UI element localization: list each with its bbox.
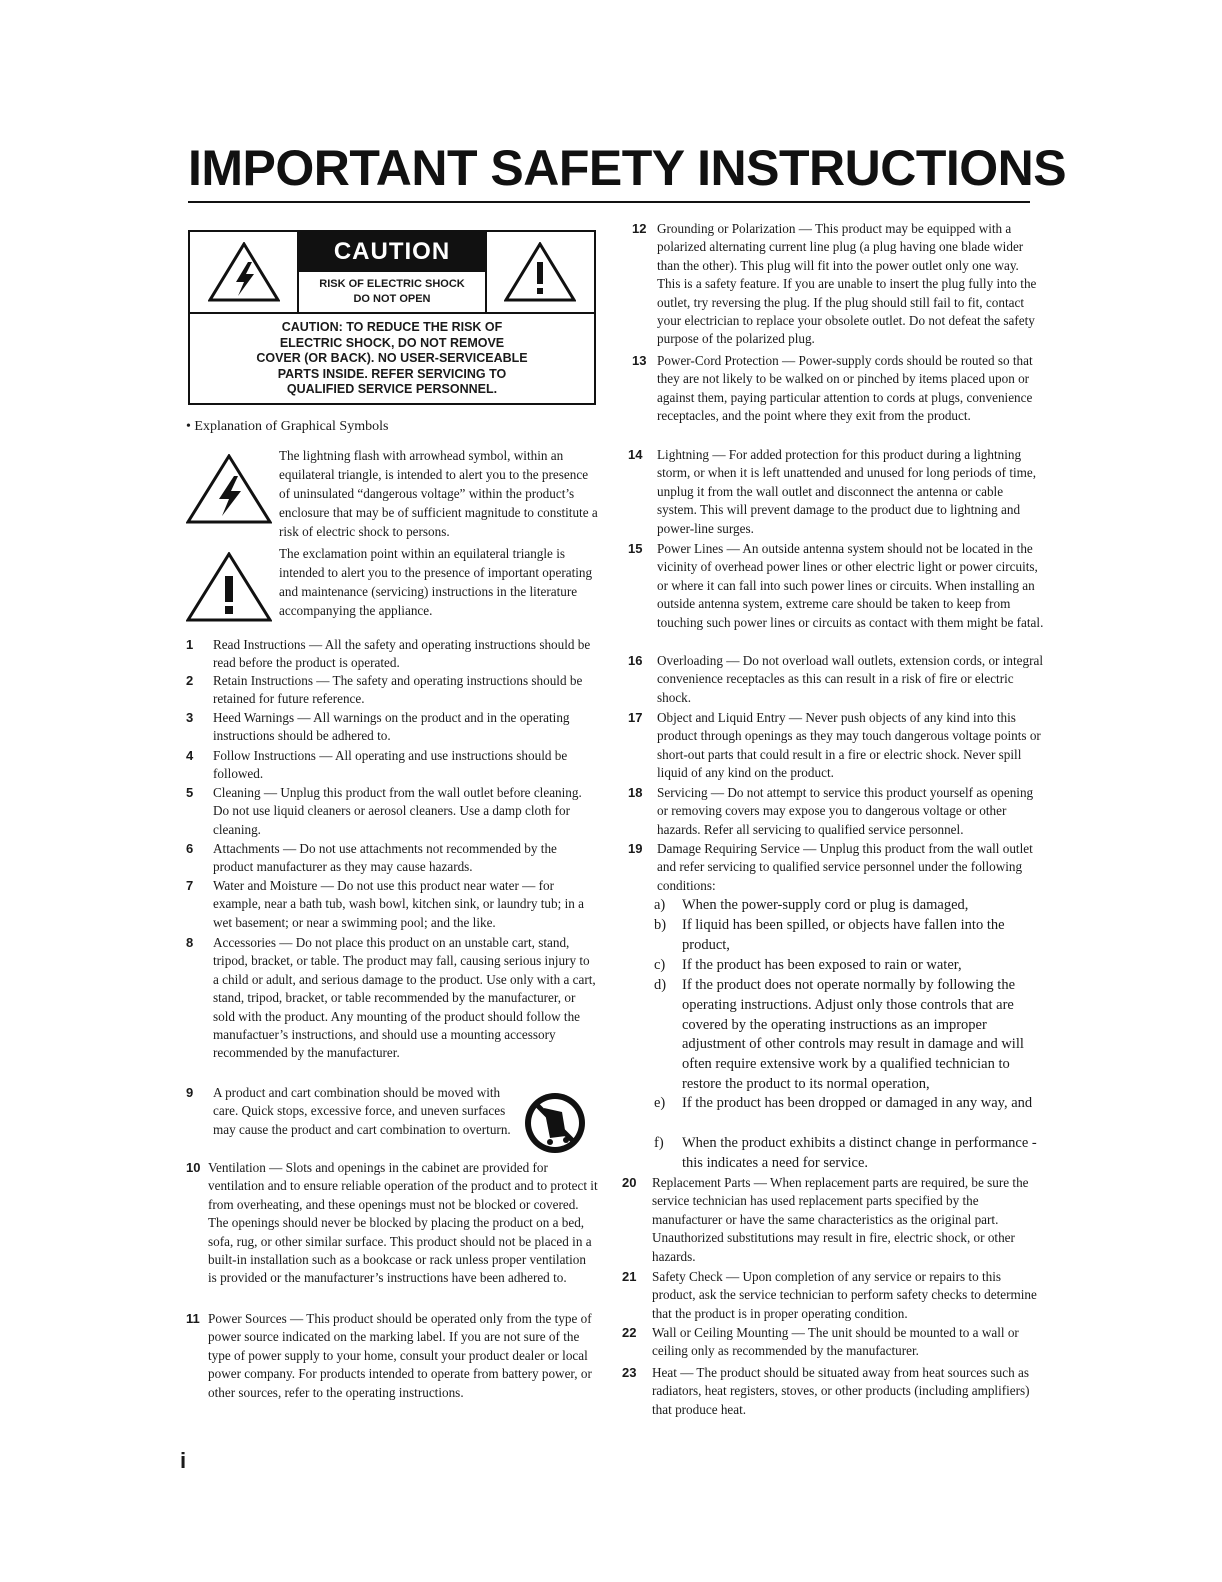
caution-sub-line-2: DO NOT OPEN bbox=[353, 293, 431, 305]
condition-text: If the product has been exposed to rain or water, bbox=[682, 957, 962, 973]
caution-warning-text bbox=[190, 314, 594, 398]
item-text: Servicing — Do not attempt to service this product yourself as opening or removing covers may expose you to dangerous voltage or other hazards. Refer all servicing to qualified service personnel. bbox=[657, 785, 1034, 837]
item-text: Power Sources — This product should be operated only from the type of power source indicated on the marking label. If you are not sure of the type of power supply to your home, consult your product dealer or local power company. For products intended to operate from battery power, or other sources, refer to the operating instructions. bbox=[208, 1311, 592, 1400]
item-text: Heat — The product should be situated away from heat sources such as radiators, heat registers, stoves, or other products (including amplifiers) that produce heat. bbox=[652, 1365, 1030, 1417]
item-text: Power Lines — An outside antenna system should not be located in the vicinity of overhead power lines or other electric light or power circuits, or where it can fall into such power lines or circuits. When installing an outside antenna system, extreme care should be taken to keep from touching such power lines or circuits as contact with them might be fatal. bbox=[657, 541, 1044, 630]
item-text: Grounding or Polarization — This product may be equipped with a polarized alternating current line plug (a plug having one blade wider than the other). This plug will fit into the power outlet only one way. This is a safety feature. If you are unable to insert the plug fully into the outlet, try reversing the plug. If the plug should still fail to fit, contact your electrician to replace your obsolete outlet. Do not defeat the safety purpose of the polarized plug. bbox=[657, 221, 1037, 347]
item-number: 5 bbox=[186, 785, 194, 800]
item-text: Replacement Parts — When replacement parts are required, be sure the service technician has used replacement parts specified by the manufacturer or have the same characteristics as the original part. Unauthorized substitutions may result in fire, electric shock, or other hazards. bbox=[652, 1175, 1029, 1264]
item-text: Lightning — For added protection for this product during a lightning storm, or when it is left unattended and unused for long periods of time, unplug it from the wall outlet and disconnect the antenna or cable system. This will prevent damage to the product due to lightning and power-line surges. bbox=[657, 447, 1037, 536]
item-number: 19 bbox=[628, 841, 643, 856]
item-number: 16 bbox=[628, 653, 643, 668]
item-text: Object and Liquid Entry — Never push objects of any kind into this product through openings as they may touch dangerous voltage points or short-out parts that could result in a fire or electric shock. Never spill liquid of any kind on the product. bbox=[657, 710, 1041, 781]
condition-letter: a) bbox=[654, 897, 666, 913]
caution-line: COVER (OR BACK). NO USER-SERVICEABLE bbox=[256, 351, 528, 365]
item-number: 14 bbox=[628, 447, 643, 462]
item-text: Water and Moisture — Do not use this product near water — for example, near a bath tub, wash bowl, kitchen sink, or laundry tub; in a wet basement; or near a swimming pool; and the like. bbox=[213, 878, 584, 930]
exclamation-triangle-icon bbox=[186, 552, 272, 622]
condition-text: When the product exhibits a distinct change in performance - this indicates a need for service. bbox=[682, 1135, 1037, 1171]
item-number: 17 bbox=[628, 710, 643, 725]
exclamation-symbol-text: The exclamation point within an equilateral triangle is intended to alert you to the presence of important operating and maintenance (servicing) instructions in the literature accompanying the appliance. bbox=[279, 546, 593, 618]
caution-line: CAUTION: TO REDUCE THE RISK OF bbox=[281, 320, 503, 334]
item-text: Read Instructions — All the safety and operating instructions should be read before the product is operated. bbox=[213, 637, 591, 671]
caution-box bbox=[188, 230, 596, 405]
condition-letter: b) bbox=[654, 917, 667, 933]
item-text: Retain Instructions — The safety and operating instructions should be retained for future reference. bbox=[213, 673, 583, 707]
caution-header bbox=[190, 232, 594, 314]
item-number: 6 bbox=[186, 841, 194, 856]
page-title: IMPORTANT SAFETY INSTRUCTIONS bbox=[188, 140, 1067, 196]
item-number: 13 bbox=[632, 353, 647, 368]
item-number: 9 bbox=[186, 1085, 194, 1100]
item-number: 4 bbox=[186, 748, 194, 763]
caution-subtitle bbox=[299, 272, 485, 307]
item-number: 3 bbox=[186, 710, 194, 725]
item-text: Safety Check — Upon completion of any service or repairs to this product, ask the service technician to perform safety checks to determine that the product is in proper operating condition. bbox=[652, 1269, 1037, 1321]
item-number: 23 bbox=[622, 1365, 637, 1380]
condition-text: If liquid has been spilled, or objects have fallen into the product, bbox=[682, 917, 1005, 953]
caution-banner: CAUTION bbox=[299, 232, 485, 272]
caution-line: QUALIFIED SERVICE PERSONNEL. bbox=[286, 382, 498, 396]
item-text: Attachments — Do not use attachments not recommended by the product manufacturer as they may cause hazards. bbox=[213, 841, 557, 875]
condition-letter: e) bbox=[654, 1095, 666, 1111]
condition-letter: d) bbox=[654, 977, 667, 993]
exclamation-triangle-icon bbox=[504, 242, 576, 302]
item-text: Damage Requiring Service — Unplug this product from the wall outlet and refer servicing to qualified service personnel under the following conditions: bbox=[657, 841, 1033, 893]
item-number: 22 bbox=[622, 1325, 637, 1340]
item-text: Cleaning — Unplug this product from the wall outlet before cleaning. Do not use liquid cleaners or aerosol cleaners. Use a damp cloth for cleaning. bbox=[213, 785, 582, 837]
caution-label bbox=[297, 232, 487, 312]
condition-letter: f) bbox=[654, 1135, 664, 1151]
condition-text: When the power-supply cord or plug is damaged, bbox=[682, 897, 969, 913]
item-number: 11 bbox=[186, 1311, 200, 1326]
lightning-triangle-icon bbox=[208, 242, 280, 302]
page-number: i bbox=[180, 1448, 187, 1473]
caution-line: ELECTRIC SHOCK, DO NOT REMOVE bbox=[279, 335, 505, 350]
symbols-heading: • Explanation of Graphical Symbols bbox=[186, 419, 389, 434]
lightning-triangle-icon bbox=[186, 454, 272, 524]
item-number: 7 bbox=[186, 878, 194, 893]
cart-tipover-warning-icon bbox=[522, 1090, 588, 1156]
item-number: 21 bbox=[622, 1269, 637, 1284]
item-text: Accessories — Do not place this product on an unstable cart, stand, tripod, bracket, or table. The product may fall, causing serious injury to a child or adult, and serious damage to the product. Use only with a cart, stand, tripod, bracket, or table recommended by the manufacturer, or sold with the product. Any mounting of the product should follow the manufactuer’s instructions, and should use a mounting accessory recommended by the manufacturer. bbox=[213, 935, 596, 1061]
item-number: 20 bbox=[622, 1175, 637, 1190]
title-rule bbox=[188, 201, 1030, 203]
item-text: Wall or Ceiling Mounting — The unit should be mounted to a wall or ceiling only as recommended by the manufacturer. bbox=[652, 1325, 1019, 1359]
lightning-symbol-text: The lightning flash with arrowhead symbol, within an equilateral triangle, is intended to alert you to the presence of uninsulated “dangerous voltage” within the product’s enclosure that may be of sufficient magnitude to constitute a risk of electric shock to persons. bbox=[279, 448, 598, 539]
item-number: 15 bbox=[628, 541, 643, 556]
item-number: 8 bbox=[186, 935, 194, 950]
caution-line: PARTS INSIDE. REFER SERVICING TO bbox=[277, 366, 507, 381]
item-text: Follow Instructions — All operating and use instructions should be followed. bbox=[213, 748, 568, 782]
item-text: Power-Cord Protection — Power-supply cords should be routed so that they are not likely to be walked on or pinched by items placed upon or against them, paying particular attention to cords at plugs, convenience receptacles, and the point where they exit from the product. bbox=[657, 353, 1033, 424]
item-number: 18 bbox=[628, 785, 643, 800]
item-number: 10 bbox=[186, 1160, 201, 1175]
caution-sub-line-1: RISK OF ELECTRIC SHOCK bbox=[319, 278, 465, 290]
item-text: A product and cart combination should be moved with care. Quick stops, excessive force, and uneven surfaces may cause the product and cart combination to overturn. bbox=[213, 1085, 511, 1137]
item-text: Heed Warnings — All warnings on the product and in the operating instructions should be adhered to. bbox=[213, 710, 570, 744]
item-text: Overloading — Do not overload wall outlets, extension cords, or integral convenience receptacles as this can result in a risk of fire or electric shock. bbox=[657, 653, 1044, 705]
condition-text: If the product has been dropped or damaged in any way, and bbox=[682, 1095, 1033, 1111]
condition-letter: c) bbox=[654, 957, 666, 973]
item-number: 1 bbox=[186, 637, 194, 652]
item-number: 2 bbox=[186, 673, 194, 688]
item-number: 12 bbox=[632, 221, 647, 236]
condition-text: If the product does not operate normally by following the operating instructions. Adjust only those controls that are covered by the operating instructions as an improper adjustment of other controls may result in damage and will often require extensive work by a qualified technician to restore the product to its normal operation, bbox=[682, 977, 1024, 1092]
item-text: Ventilation — Slots and openings in the cabinet are provided for ventilation and to ensure reliable operation of the product and to protect it from overheating, and these openings must not be blocked or covered. The openings should never be blocked by placing the product on a bed, sofa, rug, or other similar surface. This product should not be placed in a built-in installation such as a bookcase or rack unless proper ventilation is provided or the manufacturer’s instructions have been adhered to. bbox=[208, 1160, 598, 1286]
